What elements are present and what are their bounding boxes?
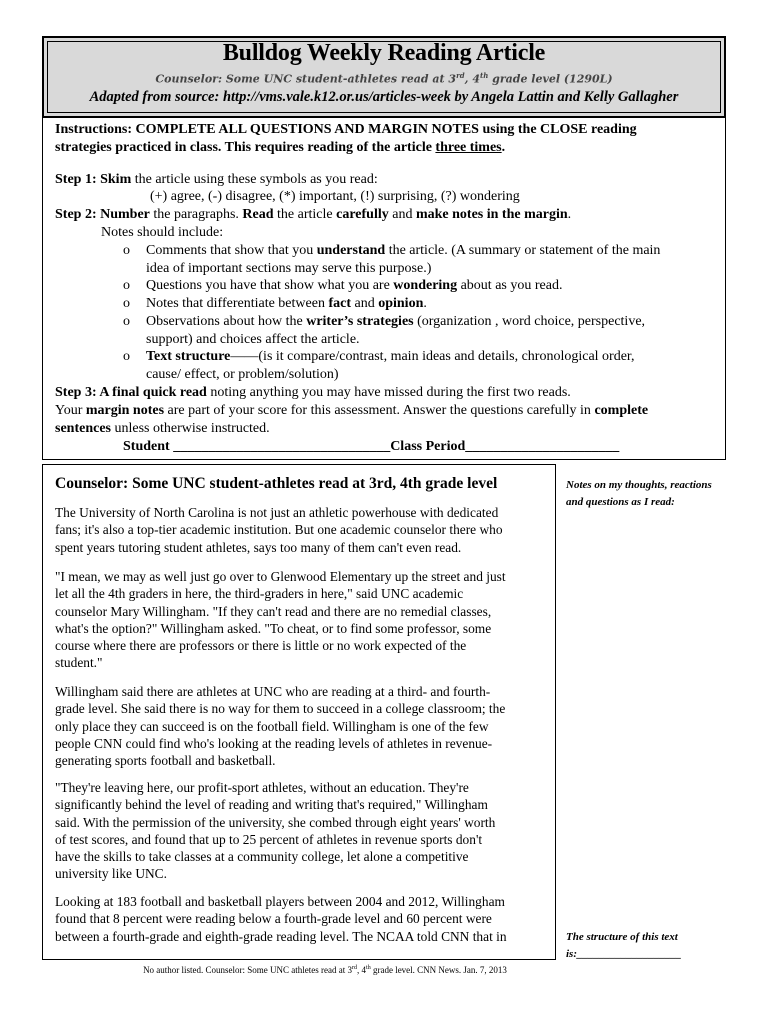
source-attribution: Adapted from source: http://vms.vale.k12.or.us/articles-week by Angela Lattin and Kelly Gallagher xyxy=(89,89,679,105)
bullet-1-cont: idea of important sections may serve this purpose.) xyxy=(146,261,432,276)
citation-footer xyxy=(0,965,650,975)
step-3-label: Step 3: A final quick read xyxy=(55,385,207,400)
text-run: complete xyxy=(594,403,649,418)
text-run: make notes in the margin xyxy=(415,207,568,222)
bullet-4-cont: support) and choices affect the article. xyxy=(146,332,360,347)
text-line: counselor Mary Willingham. "If they can't read and there are no remedial classes, xyxy=(55,603,492,619)
title-banner xyxy=(42,36,726,118)
footer-part: No author listed. Counselor: Some UNC athletes read at 3 xyxy=(143,965,353,975)
text-line: Looking at 183 football and basketball players between 2004 and 2012, Willingham xyxy=(55,894,505,909)
instructions-line-2 xyxy=(55,139,505,157)
margin-notes-cont xyxy=(55,420,270,438)
text-run: fact xyxy=(328,296,351,311)
text-line: university like UNC. xyxy=(55,866,167,882)
bullet-5 xyxy=(146,348,635,366)
text-line: The University of North Carolina is not just an athletic powerhouse with dedicated xyxy=(55,505,499,520)
text-run: carefully xyxy=(336,207,389,222)
bullet-marker: o xyxy=(123,243,130,258)
three-times-emphasis: three times xyxy=(435,140,502,155)
article-paragraph-4 xyxy=(55,779,547,883)
subtitle-part: grade level (1290L) xyxy=(488,72,613,86)
text-run: Questions you have that show what you are xyxy=(146,278,394,293)
text-run: sentences xyxy=(55,421,111,436)
text-run: ——(is it compare/contrast, main ideas and details, chronological order, xyxy=(230,349,635,364)
footer-part: , 4 xyxy=(357,965,367,975)
text-run: unless otherwise instructed. xyxy=(111,421,270,436)
class-period-label: Class Period xyxy=(390,439,466,454)
text-run: (organization , word choice, perspective, xyxy=(413,314,646,329)
text-run: about as you read. xyxy=(457,278,563,293)
text-structure-answer-line[interactable]: is:___________________ xyxy=(566,947,682,960)
text-structure-prompt xyxy=(566,929,726,962)
document-title: Bulldog Weekly Reading Article xyxy=(222,40,546,66)
text-line: have the skills to take classes at a community college, let alone a competitive xyxy=(55,849,469,865)
text-line: "I mean, we may as well just go over to Glenwood Elementary up the street and just xyxy=(55,569,506,584)
document-subtitle xyxy=(44,71,724,86)
bullet-marker: o xyxy=(123,314,130,329)
text-run: margin notes xyxy=(85,403,165,418)
text-run: Your xyxy=(55,403,86,418)
text-line: "They're leaving here, our profit-sport athletes, without an education. They're xyxy=(55,780,469,795)
text-line: said. With the permission of the university, she combed through eight years' worth xyxy=(55,814,496,830)
student-blank-line[interactable]: _______________________________ xyxy=(173,439,391,454)
text-run: noting anything you may have missed during the first two reads. xyxy=(206,385,571,400)
footer-sup: th xyxy=(366,965,371,971)
text-line: between a fourth-grade and eighth-grade reading level. The NCAA told CNN that in xyxy=(55,928,507,944)
text-run: the article xyxy=(273,207,337,222)
text-line: what's the option?" Willingham asked. "To cheat, or to find some professor, some xyxy=(55,620,492,636)
text-line: student." xyxy=(55,655,103,671)
article-paragraph-1 xyxy=(55,504,547,556)
bullet-marker: o xyxy=(123,296,130,311)
step-2 xyxy=(55,206,571,224)
bullet-marker: o xyxy=(123,278,130,293)
subtitle-part: Counselor: Some UNC student-athletes read at 3 xyxy=(155,72,457,86)
text-run: and xyxy=(388,207,416,222)
bullet-1 xyxy=(146,242,660,260)
text-run: Read xyxy=(242,207,274,222)
bullet-4 xyxy=(146,313,645,331)
subtitle-part: , 4 xyxy=(464,72,480,86)
text-line: fans; it's also a top-tier academic institution. But one academic counselor there who xyxy=(55,522,503,538)
footer-sup: rd xyxy=(352,965,358,971)
text-line: Willingham said there are athletes at UNC who are reading at a third- and fourth- xyxy=(55,684,491,699)
margin-notes-line xyxy=(55,402,648,420)
article-paragraph-5 xyxy=(55,893,547,945)
text-run: . xyxy=(567,207,572,222)
text-structure-label: The structure of this text xyxy=(566,931,678,943)
footer-part: grade level. CNN News. Jan. 7, 2013 xyxy=(370,965,507,975)
text-run: the article using these symbols as you read: xyxy=(131,172,378,187)
article-box xyxy=(42,464,556,960)
text-run: the article. (A summary or statement of the main xyxy=(385,243,661,258)
text-run: . xyxy=(501,140,506,155)
instructions-box xyxy=(42,118,726,460)
text-run: are part of your score for this assessment. Answer the questions carefully in xyxy=(164,403,595,418)
text-line: course where there are professors or there is little or no work expected of the xyxy=(55,638,467,654)
bullet-2 xyxy=(146,277,562,295)
notes-include-label: Notes should include: xyxy=(101,225,224,240)
text-run: opinion xyxy=(378,296,424,311)
article-paragraph-3 xyxy=(55,683,547,769)
text-line: grade level. She said there is no way for them to succeed in a college classroom; the xyxy=(55,701,506,717)
text-run: Comments that show that you xyxy=(146,243,317,258)
text-run: and xyxy=(351,296,379,311)
text-run: strategies practiced in class. This requires reading of the article xyxy=(55,140,436,155)
step-2-label: Step 2: Number xyxy=(55,207,150,222)
step-3 xyxy=(55,384,571,402)
text-line: generating sports football and basketball. xyxy=(55,753,276,769)
class-period-blank-line[interactable]: ______________________ xyxy=(465,439,620,454)
text-run: understand xyxy=(316,243,386,258)
bullet-marker: o xyxy=(123,349,130,364)
article-paragraph-2 xyxy=(55,568,547,672)
margin-notes-heading: Notes on my thoughts, reactions and questions as I read: xyxy=(566,479,712,508)
text-run: writer’s strategies xyxy=(306,314,414,329)
text-line: spent years tutoring student athletes, says too many of them can't even read. xyxy=(55,539,462,555)
text-run: the paragraphs. xyxy=(149,207,243,222)
text-line: significantly behind the level of reading and writing that's required," Willingham xyxy=(55,797,488,813)
text-line: of test scores, and found that up to 25 percent of athletes in revenue sports don't xyxy=(55,831,483,847)
bullet-3 xyxy=(146,295,427,313)
margin-notes-column[interactable] xyxy=(557,464,725,960)
subtitle-sup: rd xyxy=(456,71,465,80)
text-run: wondering xyxy=(393,278,458,293)
step-1-label: Step 1: Skim xyxy=(55,172,132,187)
text-line: found that 8 percent were reading below a fourth-grade level and 60 percent were xyxy=(55,911,492,927)
bullet-5-cont: cause/ effect, or problem/solution) xyxy=(146,367,339,382)
article-heading: Counselor: Some UNC student-athletes read at 3rd, 4th grade level xyxy=(55,475,498,492)
text-run: . xyxy=(423,296,427,311)
text-line: let all the 4th graders in here, the third-graders in here," said UNC academic xyxy=(55,586,464,602)
symbol-key: (+) agree, (-) disagree, (*) important, (!) surprising, (?) wondering xyxy=(150,189,520,204)
subtitle-sup: th xyxy=(479,71,489,80)
student-label: Student xyxy=(123,439,170,454)
text-run: Observations about how the xyxy=(146,314,307,329)
step-1 xyxy=(55,171,378,189)
text-line: only place they can succeed is on the football field. Willingham is one of the few xyxy=(55,718,489,734)
instructions-line-1: Instructions: COMPLETE ALL QUESTIONS AND MARGIN NOTES using the CLOSE reading xyxy=(55,122,637,137)
text-line: people CNN could find who's looking at the reading levels of athletes in revenue- xyxy=(55,735,493,751)
text-run: Notes that differentiate between xyxy=(146,296,329,311)
student-name-field[interactable] xyxy=(123,438,619,456)
text-run: Text structure xyxy=(146,349,231,364)
